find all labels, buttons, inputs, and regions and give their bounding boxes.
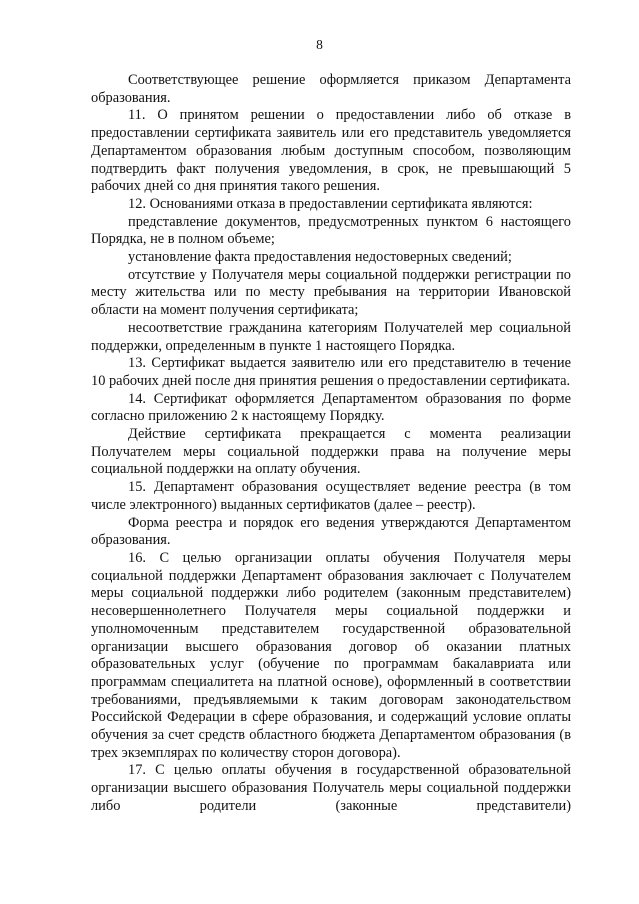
paragraph-16-contract: 16. С целью организации оплаты обучения Получателя меры социальной поддержки Департамент образования заключает с Получателем меры социальной поддержки либо родителем (законным представителем) несовершеннолетнего Получателя меры социальной поддержки и уполномоченным представителем государственной образовательной организации высшего образования договор об оказании платных образовательных услуг (обучение по программам бакалавриата или программам специалитета на платной основе), оформленный в соответствии требованиями, предъявляемыми к таким договорам законодательством Российской Федерации в сфере образования, и содержащий условие оплаты обучения за счет средств областного бюджета Департаментом образования (в трех экземплярах по количеству сторон договора). (91, 549, 571, 761)
document-body (91, 72, 571, 816)
refusal-ground-no-registration: отсутствие у Получателя меры социальной поддержки регистрации по месту жительства или по месту пребывания на территории Ивановской области на момент получения сертификата; (91, 266, 571, 319)
paragraph-13-certificate-issue: 13. Сертификат выдается заявителю или его представителю в течение 10 рабочих дней после дня принятия решения о предоставлении сертификата. (91, 355, 571, 389)
paragraph-decision-order: Соответствующее решение оформляется приказом Департамента образования. (91, 72, 571, 106)
refusal-ground-incomplete-documents: представление документов, предусмотренных пунктом 6 настоящего Порядка, не в полном объеме; (91, 213, 571, 248)
paragraph-17-payment: 17. С целью оплаты обучения в государственной образовательной организации высшего образования Получатель меры социальной поддержки либо родители (законные представители) (91, 762, 571, 814)
page-number: 8 (316, 37, 323, 52)
refusal-ground-false-information: установление факта предоставления недостоверных сведений; (128, 249, 512, 266)
refusal-ground-category-mismatch: несоответствие гражданина категориям Получателей мер социальной поддержки, определенным в пункте 1 настоящего Порядка. (91, 319, 571, 354)
paragraph-14-certificate-form: 14. Сертификат оформляется Департаментом образования по форме согласно приложению 2 к настоящему Порядку. (91, 390, 571, 425)
paragraph-registry-form: Форма реестра и порядок его ведения утверждаются Департаментом образования. (91, 514, 571, 549)
paragraph-15-registry: 15. Департамент образования осуществляет ведение реестра (в том числе электронного) выданных сертификатов (далее – реестр). (91, 479, 571, 513)
paragraph-certificate-termination: Действие сертификата прекращается с момента реализации Получателем меры социальной поддержки права на получение меры социальной поддержки на оплату обучения. (91, 426, 571, 478)
paragraph-12-refusal-grounds: 12. Основаниями отказа в предоставлении сертификата являются: (128, 195, 533, 212)
paragraph-11-notification: 11. О принятом решении о предоставлении либо об отказе в предоставлении сертификата заявитель или его представитель уведомляется Департаментом образования любым доступным способом, позволяющим подтвердить факт получения уведомления, в срок, не превышающий 5 рабочих дней со дня принятия такого решения. (91, 107, 571, 195)
